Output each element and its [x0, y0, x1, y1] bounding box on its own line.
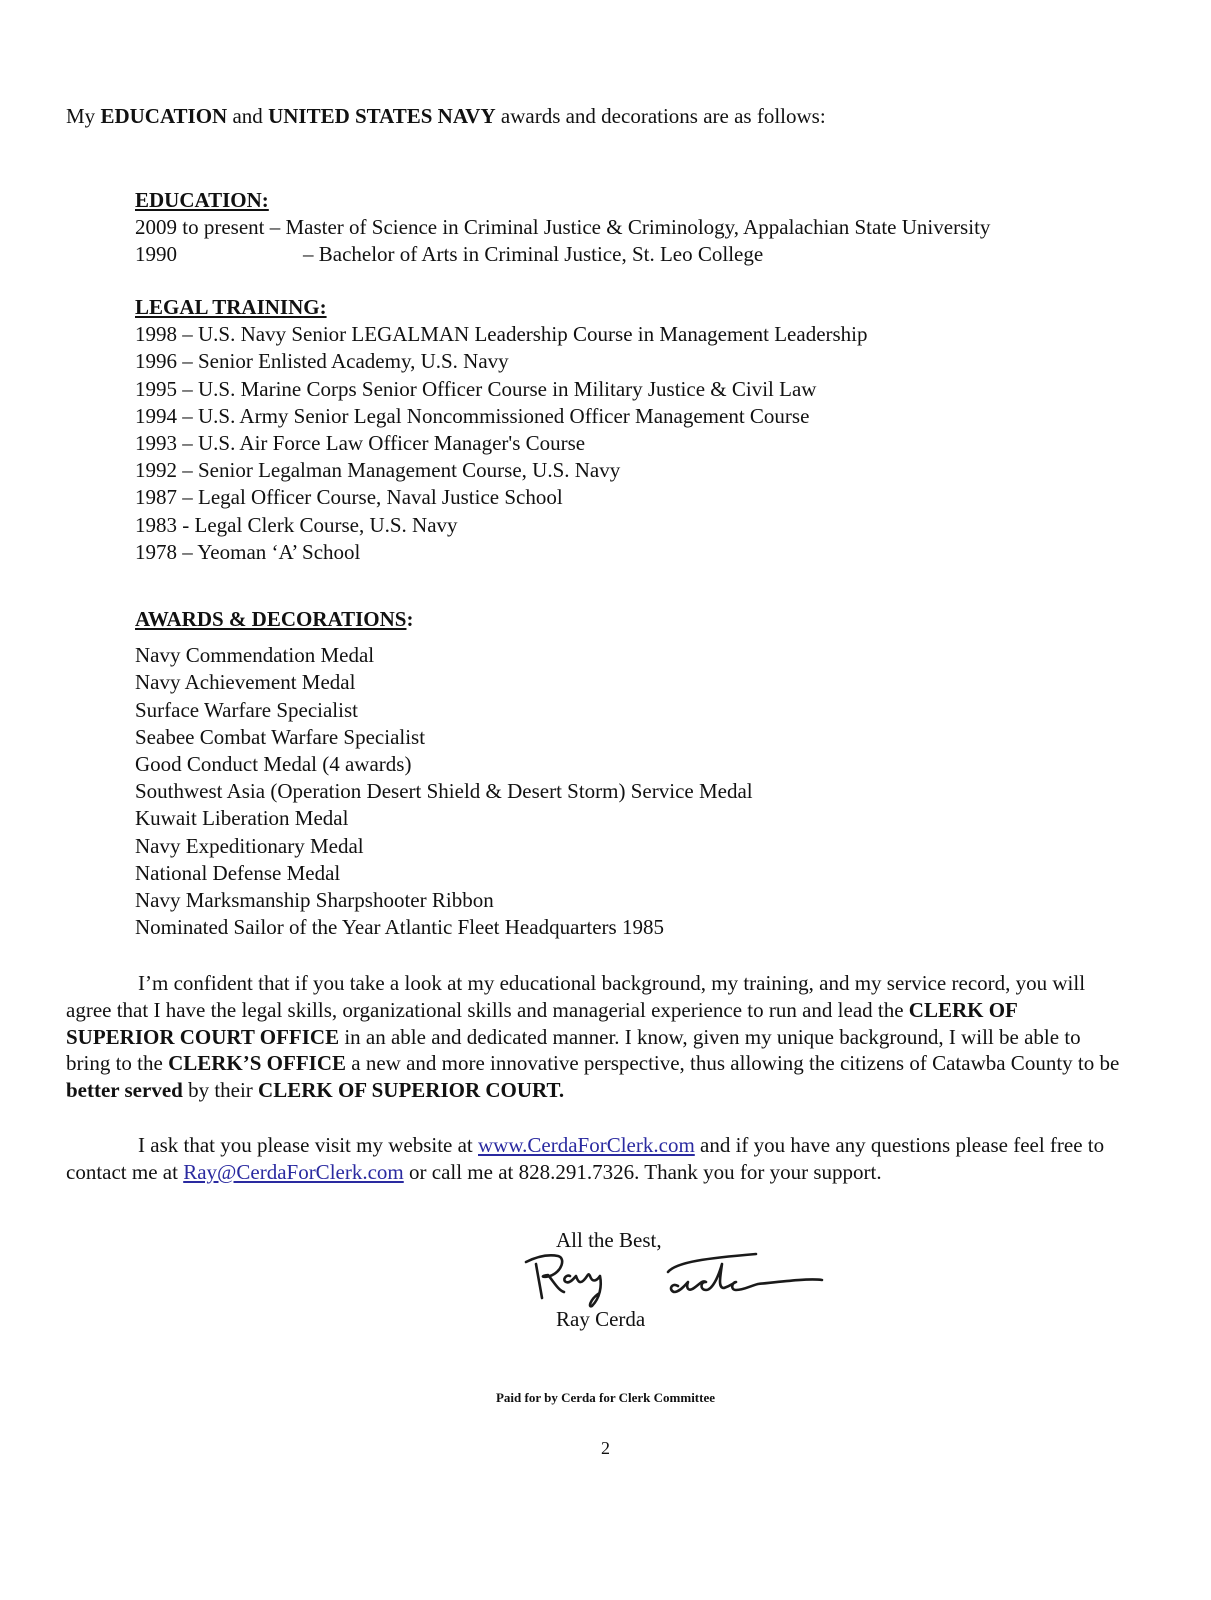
award-item: Navy Commendation Medal: [135, 643, 375, 668]
paragraph1-bold-clerks-office: CLERK’S OFFICE: [168, 1051, 347, 1076]
award-item: Good Conduct Medal (4 awards): [135, 752, 412, 777]
award-item: Navy Achievement Medal: [135, 670, 356, 695]
education-section: [135, 187, 990, 269]
website-link[interactable]: www.CerdaForClerk.com: [478, 1133, 695, 1157]
signature-graphic: [518, 1242, 838, 1312]
awards-section: [135, 606, 753, 941]
training-item: 1993 – U.S. Air Force Law Officer Manager's Course: [135, 431, 586, 456]
paragraph1-bold-clerk-office: CLERK OF SUPERIOR COURT OFFICE: [66, 997, 1018, 1049]
award-item: Surface Warfare Specialist: [135, 697, 358, 722]
intro-bold-navy: UNITED STATES NAVY: [268, 104, 496, 128]
paragraph2-text-3: or call me at 828.291.7326. Thank you for your support.: [403, 1159, 882, 1184]
paid-for-disclaimer: Paid for by Cerda for Clerk Committee: [495, 1390, 716, 1405]
awards-heading: AWARDS & DECORATIONS: [135, 607, 407, 631]
intro-bold-education: EDUCATION: [100, 104, 228, 128]
education-text: – Bachelor of Arts in Criminal Justice, St. Leo College: [303, 242, 764, 267]
legal-training-section: [135, 294, 868, 566]
paragraph1-text-4: by their: [182, 1078, 259, 1103]
confidence-paragraph: [66, 970, 1126, 1104]
page-number: 2: [601, 1438, 610, 1458]
award-item: Navy Expeditionary Medal: [135, 833, 364, 858]
award-item: Kuwait Liberation Medal: [135, 806, 349, 831]
paragraph1-text-3: a new and more innovative perspective, thus allowing the citizens of Catawba County to be: [346, 1051, 1120, 1076]
legal-training-heading: LEGAL TRAINING:: [135, 295, 327, 319]
education-item: [135, 214, 990, 241]
award-item: Seabee Combat Warfare Specialist: [135, 724, 426, 749]
education-item: [135, 241, 990, 268]
training-item: 1987 – Legal Officer Course, Naval Justice School: [135, 485, 563, 510]
training-item: 1983 - Legal Clerk Course, U.S. Navy: [135, 512, 458, 537]
intro-text-2: and: [227, 104, 269, 128]
paragraph2-text-2: and if you have any questions please feel free to contact me at: [66, 1133, 1105, 1184]
training-item: 1994 – U.S. Army Senior Legal Noncommissioned Officer Management Course: [135, 403, 810, 428]
signature-text: Ray Cerda: [678, 1282, 683, 1283]
training-item: 1995 – U.S. Marine Corps Senior Officer Course in Military Justice & Civil Law: [135, 376, 817, 401]
training-item: 1998 – U.S. Navy Senior LEGALMAN Leadership Course in Management Leadership: [135, 322, 868, 347]
intro-text-3: awards and decorations are as follows:: [495, 104, 826, 128]
training-item: 1996 – Senior Enlisted Academy, U.S. Navy: [135, 349, 509, 374]
intro-line: [66, 104, 826, 129]
closing-salutation: All the Best,: [556, 1228, 662, 1252]
training-item: 1978 – Yeoman ‘A’ School: [135, 539, 361, 564]
education-heading: EDUCATION:: [135, 188, 269, 212]
intro-text-1: My: [66, 104, 101, 128]
signer-name: Ray Cerda: [556, 1307, 646, 1331]
paragraph1-text-2: in an able and dedicated manner. I know, given my unique background, I will be able to bring to the: [66, 1024, 1081, 1076]
education-year: 1990: [135, 242, 177, 267]
paragraph1-bold-better-served: better served: [66, 1078, 183, 1103]
paragraph2-text-1: I ask that you please visit my website at: [138, 1133, 479, 1157]
award-item: Nominated Sailor of the Year Atlantic Fleet Headquarters 1985: [135, 915, 664, 940]
award-item: Navy Marksmanship Sharpshooter Ribbon: [135, 888, 494, 913]
training-item: 1992 – Senior Legalman Management Course, U.S. Navy: [135, 458, 621, 483]
education-text: – Master of Science in Criminal Justice & Criminology, Appalachian State University: [269, 215, 991, 240]
paragraph1-text-1: I’m confident that if you take a look at my educational background, my training, and my service record, you will agree that I have the legal skills, organizational skills and managerial experience to run and lead the: [66, 971, 1086, 1022]
contact-paragraph: [66, 1132, 1126, 1186]
email-link[interactable]: Ray@CerdaForClerk.com: [183, 1159, 404, 1184]
award-item: Southwest Asia (Operation Desert Shield & Desert Storm) Service Medal: [135, 779, 753, 804]
education-year: 2009 to present: [135, 215, 265, 240]
award-item: National Defense Medal: [135, 860, 341, 885]
awards-heading-colon: :: [406, 607, 414, 631]
paragraph1-bold-clerk-court: CLERK OF SUPERIOR COURT.: [258, 1078, 565, 1103]
